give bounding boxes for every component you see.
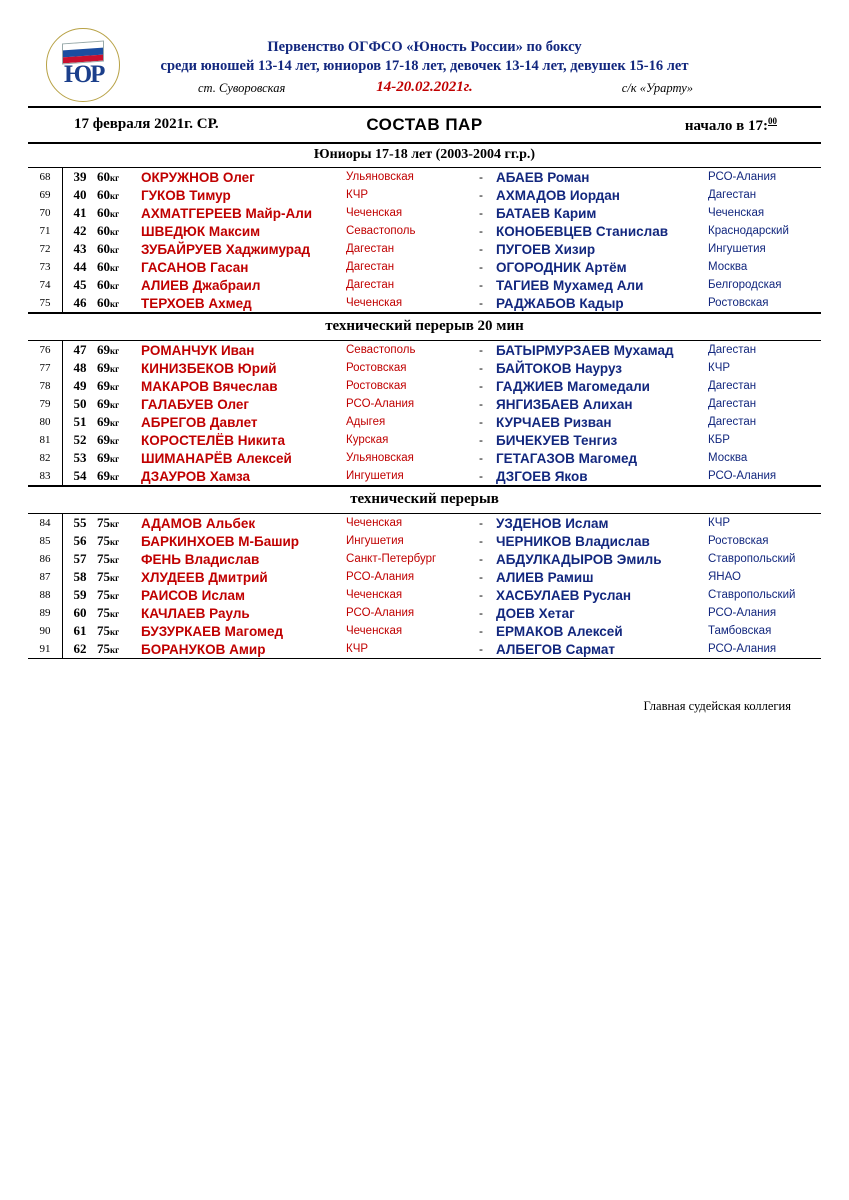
weight-class: [97, 377, 141, 395]
blue-corner-region: Дагестан: [708, 398, 757, 410]
weight-class: [97, 359, 141, 377]
bout-number: 55: [73, 515, 87, 530]
event-title-line1: Первенство ОГФСО «Юность России» по боксу: [267, 39, 582, 55]
bout-number: 62: [73, 641, 87, 656]
category-header: Юниоры 17-18 лет (2003-2004 гг.р.): [28, 144, 821, 168]
row-index: 69: [28, 186, 63, 204]
blue-corner-region: Ставропольский: [708, 553, 796, 565]
red-corner-name: МАКАРОВ Вячеслав: [141, 378, 278, 394]
red-corner-region: Ростовская: [346, 380, 407, 392]
red-corner-name: ХЛУДЕЕВ Дмитрий: [141, 569, 268, 585]
table-row: [28, 222, 821, 240]
blue-corner-region: КБР: [708, 434, 730, 446]
row-index: 72: [28, 240, 63, 258]
start-label: начало в 17:: [684, 118, 768, 134]
blue-corner-region: Дагестан: [708, 344, 757, 356]
red-corner-region: Чеченская: [346, 625, 403, 637]
blue-corner-region: РСО-Алания: [708, 643, 777, 655]
versus-dash: -: [479, 397, 483, 411]
weight-class: [97, 204, 141, 222]
weight-class: [97, 341, 141, 359]
session-band: [28, 106, 821, 144]
versus-dash: -: [479, 343, 483, 357]
weight-value: 69: [97, 414, 110, 429]
bout-table: [28, 341, 821, 485]
red-corner-name: АХМАТГЕРЕЕВ Майр-Али: [141, 205, 313, 221]
versus-dash: -: [479, 516, 483, 530]
weight-class: [97, 467, 141, 485]
table-row: [28, 431, 821, 449]
red-corner-name: ЗУБАЙРУЕВ Хаджимурад: [141, 241, 311, 257]
weight-class: [97, 413, 141, 431]
blue-corner-region: РСО-Алания: [708, 607, 777, 619]
weight-unit: кг: [110, 591, 120, 601]
red-corner-name: АБРЕГОВ Давлет: [141, 414, 258, 430]
red-corner-region: Ростовская: [346, 362, 407, 374]
bout-number: 56: [73, 533, 87, 548]
blue-corner-region: Ставропольский: [708, 589, 796, 601]
weight-unit: кг: [110, 418, 120, 428]
weight-value: 75: [97, 551, 110, 566]
table-row: [28, 550, 821, 568]
table-row: [28, 514, 821, 532]
red-corner-region: КЧР: [346, 189, 369, 201]
red-corner-name: БУЗУРКАЕВ Магомед: [141, 623, 284, 639]
row-index: 70: [28, 204, 63, 222]
event-meta-row: [28, 79, 821, 99]
table-row: [28, 449, 821, 467]
weight-value: 75: [97, 641, 110, 656]
versus-dash: -: [479, 361, 483, 375]
blue-corner-region: Москва: [708, 452, 748, 464]
red-corner-region: РСО-Алания: [346, 571, 415, 583]
weight-value: 60: [97, 205, 110, 220]
red-corner-name: ГУКОВ Тимур: [141, 187, 231, 203]
weight-unit: кг: [110, 627, 120, 637]
weight-value: 75: [97, 587, 110, 602]
red-corner-name: ГАСАНОВ Гасан: [141, 259, 249, 275]
bout-number: 47: [73, 342, 87, 357]
blue-corner-region: КЧР: [708, 362, 731, 374]
weight-value: 60: [97, 169, 110, 184]
blue-corner-name: ЯНГИЗБАЕВ Алихан: [496, 396, 633, 412]
versus-dash: -: [479, 469, 483, 483]
red-corner-name: ШИМАНАРЁВ Алексей: [141, 450, 292, 466]
bout-number: 41: [73, 205, 87, 220]
weight-class: [97, 222, 141, 240]
weight-unit: кг: [110, 173, 120, 183]
red-corner-name: ГАЛАБУЕВ Олег: [141, 396, 250, 412]
red-corner-region: Ингушетия: [346, 535, 404, 547]
event-title-line2: среди юношей 13-14 лет, юниоров 17-18 лет, девочек 13-14 лет, девушек 15-16 лет: [160, 58, 689, 74]
red-corner-name: РАИСОВ Ислам: [141, 587, 245, 603]
red-corner-name: ТЕРХОЕВ Ахмед: [141, 295, 252, 311]
weight-unit: кг: [110, 436, 120, 446]
bout-number: 52: [73, 432, 87, 447]
red-corner-region: Чеченская: [346, 517, 403, 529]
blue-corner-region: Краснодарский: [708, 225, 789, 237]
blue-corner-name: РАДЖАБОВ Кадыр: [496, 295, 624, 311]
blue-corner-name: ЕРМАКОВ Алексей: [496, 623, 623, 639]
table-row: [28, 622, 821, 640]
weight-class: [97, 276, 141, 294]
bout-number: 46: [73, 295, 87, 310]
weight-class: [97, 604, 141, 622]
weight-unit: кг: [110, 382, 120, 392]
row-index: 75: [28, 294, 63, 312]
versus-dash: -: [479, 433, 483, 447]
row-index: 82: [28, 449, 63, 467]
weight-class: [97, 532, 141, 550]
bout-table-wrapper: [28, 341, 821, 486]
weight-class: [97, 258, 141, 276]
blue-corner-name: КУРЧАЕВ Ризван: [496, 414, 612, 430]
blue-corner-name: ГАДЖИЕВ Магомедали: [496, 378, 650, 394]
bout-number: 61: [73, 623, 87, 638]
weight-class: [97, 514, 141, 532]
row-index: 88: [28, 586, 63, 604]
versus-dash: -: [479, 379, 483, 393]
start-minutes: 00: [768, 116, 777, 126]
versus-dash: -: [479, 624, 483, 638]
weight-class: [97, 586, 141, 604]
bout-number: 58: [73, 569, 87, 584]
blue-corner-region: Тамбовская: [708, 625, 772, 637]
event-dates: 14-20.02.2021г.: [376, 79, 473, 95]
blue-corner-name: АБДУЛКАДЫРОВ Эмиль: [496, 551, 662, 567]
table-row: [28, 168, 821, 186]
weight-value: 69: [97, 342, 110, 357]
weight-unit: кг: [110, 645, 120, 655]
red-corner-region: РСО-Алания: [346, 398, 415, 410]
red-corner-name: ОКРУЖНОВ Олег: [141, 169, 255, 185]
blue-corner-region: Ростовская: [708, 297, 769, 309]
weight-value: 75: [97, 623, 110, 638]
table-row: [28, 359, 821, 377]
weight-unit: кг: [110, 346, 120, 356]
red-corner-region: Чеченская: [346, 297, 403, 309]
table-row: [28, 204, 821, 222]
blue-corner-region: Чеченская: [708, 207, 765, 219]
versus-dash: -: [479, 188, 483, 202]
document-header: [28, 24, 821, 106]
row-index: 90: [28, 622, 63, 640]
technical-break-row: технический перерыв: [28, 486, 821, 514]
session-date: 17 февраля 2021г. СР.: [74, 116, 219, 132]
table-row: [28, 276, 821, 294]
bout-number: 43: [73, 241, 87, 256]
versus-dash: -: [479, 260, 483, 274]
row-index: 76: [28, 341, 63, 359]
weight-value: 75: [97, 569, 110, 584]
blue-corner-name: ПУГОЕВ Хизир: [496, 241, 596, 257]
bout-number: 50: [73, 396, 87, 411]
technical-break-row: технический перерыв 20 мин: [28, 313, 821, 341]
blue-corner-name: АБАЕВ Роман: [496, 169, 590, 185]
bout-number: 51: [73, 414, 87, 429]
table-row: [28, 640, 821, 658]
weight-unit: кг: [110, 537, 120, 547]
weight-value: 60: [97, 277, 110, 292]
bout-number: 40: [73, 187, 87, 202]
weight-value: 69: [97, 450, 110, 465]
row-index: 84: [28, 514, 63, 532]
emblem-monogram: ЮР: [64, 61, 104, 88]
bout-number: 49: [73, 378, 87, 393]
row-index: 68: [28, 168, 63, 186]
versus-dash: -: [479, 278, 483, 292]
table-row: [28, 395, 821, 413]
weight-value: 75: [97, 533, 110, 548]
row-index: 73: [28, 258, 63, 276]
versus-dash: -: [479, 242, 483, 256]
blue-corner-region: РСО-Алания: [708, 171, 777, 183]
weight-unit: кг: [110, 299, 120, 309]
sheet: [28, 24, 821, 714]
weight-value: 69: [97, 432, 110, 447]
versus-dash: -: [479, 296, 483, 310]
title-block: [28, 24, 821, 99]
blue-corner-name: АХМАДОВ Иордан: [496, 187, 620, 203]
red-corner-name: ФЕНЬ Владислав: [141, 551, 260, 567]
red-corner-region: Курская: [346, 434, 389, 446]
weight-class: [97, 431, 141, 449]
versus-dash: -: [479, 588, 483, 602]
red-corner-region: РСО-Алания: [346, 607, 415, 619]
event-place-left: ст. Суворовская: [198, 81, 286, 95]
blue-corner-region: КЧР: [708, 517, 731, 529]
versus-dash: -: [479, 570, 483, 584]
weight-unit: кг: [110, 364, 120, 374]
weight-unit: кг: [110, 400, 120, 410]
bout-number: 53: [73, 450, 87, 465]
row-index: 78: [28, 377, 63, 395]
blue-corner-name: КОНОБЕВЦЕВ Станислав: [496, 223, 669, 239]
row-index: 89: [28, 604, 63, 622]
blue-corner-name: УЗДЕНОВ Ислам: [496, 515, 609, 531]
blue-corner-name: ЧЕРНИКОВ Владислав: [496, 533, 650, 549]
row-index: 80: [28, 413, 63, 431]
red-corner-name: ШВЕДЮК Максим: [141, 223, 261, 239]
versus-dash: -: [479, 552, 483, 566]
row-index: 85: [28, 532, 63, 550]
red-corner-name: БОРАНУКОВ Амир: [141, 641, 266, 657]
bout-number: 57: [73, 551, 87, 566]
versus-dash: -: [479, 206, 483, 220]
red-corner-region: Дагестан: [346, 279, 395, 291]
blue-corner-region: ЯНАО: [708, 571, 741, 583]
blue-corner-name: БАТАЕВ Карим: [496, 205, 597, 221]
versus-dash: -: [479, 415, 483, 429]
blue-corner-name: АЛБЕГОВ Сармат: [496, 641, 615, 657]
table-row: [28, 586, 821, 604]
versus-dash: -: [479, 534, 483, 548]
red-corner-name: АДАМОВ Альбек: [141, 515, 256, 531]
weight-class: [97, 294, 141, 312]
weight-value: 69: [97, 468, 110, 483]
red-corner-name: БАРКИНХОЕВ М-Башир: [141, 533, 300, 549]
table-row: [28, 413, 821, 431]
weight-value: 60: [97, 187, 110, 202]
weight-unit: кг: [110, 191, 120, 201]
blue-corner-region: Москва: [708, 261, 748, 273]
row-index: 87: [28, 568, 63, 586]
row-index: 74: [28, 276, 63, 294]
table-row: [28, 186, 821, 204]
session-start-time: [685, 116, 777, 135]
weight-unit: кг: [110, 519, 120, 529]
red-corner-region: Севастополь: [346, 344, 416, 356]
row-index: 83: [28, 467, 63, 485]
red-corner-region: Севастополь: [346, 225, 416, 237]
weight-class: [97, 240, 141, 258]
weight-class: [97, 186, 141, 204]
weight-unit: кг: [110, 609, 120, 619]
red-corner-name: ДЗАУРОВ Хамза: [141, 468, 251, 484]
versus-dash: -: [479, 606, 483, 620]
bout-number: 39: [73, 169, 87, 184]
row-index: 79: [28, 395, 63, 413]
weight-value: 60: [97, 223, 110, 238]
bout-table-wrapper: [28, 168, 821, 313]
table-row: [28, 341, 821, 359]
weight-unit: кг: [110, 555, 120, 565]
bout-number: 48: [73, 360, 87, 375]
blue-corner-region: Ингушетия: [708, 243, 766, 255]
red-corner-region: КЧР: [346, 643, 369, 655]
weight-unit: кг: [110, 472, 120, 482]
table-row: [28, 604, 821, 622]
weight-unit: кг: [110, 245, 120, 255]
page-title: СОСТАВ ПАР: [366, 115, 483, 134]
bout-number: 45: [73, 277, 87, 292]
weight-value: 60: [97, 241, 110, 256]
red-corner-name: КИНИЗБЕКОВ Юрий: [141, 360, 277, 376]
red-corner-name: РОМАНЧУК Иван: [141, 342, 255, 358]
red-corner-region: Адыгея: [346, 416, 386, 428]
blue-corner-region: Ростовская: [708, 535, 769, 547]
red-corner-region: Ульяновская: [346, 171, 414, 183]
blue-corner-name: ГЕТАГАЗОВ Магомед: [496, 450, 638, 466]
bout-table: [28, 168, 821, 312]
red-corner-name: КОРОСТЕЛЁВ Никита: [141, 432, 285, 448]
table-row: [28, 568, 821, 586]
weight-class: [97, 568, 141, 586]
footer-signature: Главная судейская коллегия: [643, 699, 791, 713]
blue-corner-name: БАТЫРМУРЗАЕВ Мухамад: [496, 342, 674, 358]
bout-number: 42: [73, 223, 87, 238]
blue-corner-region: Дагестан: [708, 416, 757, 428]
weight-class: [97, 168, 141, 186]
weight-class: [97, 550, 141, 568]
blue-corner-name: ТАГИЕВ Мухамед Али: [496, 277, 644, 293]
weight-unit: кг: [110, 573, 120, 583]
blue-corner-region: Дагестан: [708, 189, 757, 201]
table-row: [28, 258, 821, 276]
blue-corner-region: Белгородская: [708, 279, 782, 291]
weight-class: [97, 395, 141, 413]
row-index: 81: [28, 431, 63, 449]
weight-class: [97, 640, 141, 658]
versus-dash: -: [479, 451, 483, 465]
table-row: [28, 532, 821, 550]
bout-table: [28, 514, 821, 658]
red-corner-region: Дагестан: [346, 243, 395, 255]
red-corner-region: Дагестан: [346, 261, 395, 273]
versus-dash: -: [479, 642, 483, 656]
event-venue: с/к «Урарту»: [621, 81, 693, 95]
versus-dash: -: [479, 224, 483, 238]
table-row: [28, 294, 821, 312]
weight-value: 69: [97, 378, 110, 393]
red-corner-region: Чеченская: [346, 207, 403, 219]
red-corner-region: Санкт-Петербург: [346, 553, 437, 565]
blue-corner-region: Дагестан: [708, 380, 757, 392]
red-corner-region: Чеченская: [346, 589, 403, 601]
table-row: [28, 240, 821, 258]
row-index: 77: [28, 359, 63, 377]
bout-number: 60: [73, 605, 87, 620]
weight-unit: кг: [110, 227, 120, 237]
blue-corner-name: ДОЕВ Хетаг: [496, 605, 575, 621]
row-index: 86: [28, 550, 63, 568]
weight-value: 60: [97, 295, 110, 310]
red-corner-region: Ингушетия: [346, 470, 404, 482]
blue-corner-name: ОГОРОДНИК Артём: [496, 259, 627, 275]
weight-value: 69: [97, 396, 110, 411]
bout-number: 54: [73, 468, 87, 483]
bout-number: 44: [73, 259, 87, 274]
blue-corner-name: ДЗГОЕВ Яков: [496, 468, 588, 484]
blue-corner-region: РСО-Алания: [708, 470, 777, 482]
versus-dash: -: [479, 170, 483, 184]
table-row: [28, 467, 821, 485]
bout-groups: [28, 168, 821, 659]
weight-unit: кг: [110, 209, 120, 219]
red-corner-region: Ульяновская: [346, 452, 414, 464]
weight-unit: кг: [110, 454, 120, 464]
red-corner-name: АЛИЕВ Джабраил: [141, 277, 261, 293]
weight-value: 75: [97, 515, 110, 530]
blue-corner-name: АЛИЕВ Рамиш: [496, 569, 594, 585]
bout-number: 59: [73, 587, 87, 602]
bout-table-wrapper: [28, 514, 821, 659]
blue-corner-name: БАЙТОКОВ Науруз: [496, 360, 622, 376]
weight-value: 69: [97, 360, 110, 375]
row-index: 91: [28, 640, 63, 658]
weight-value: 60: [97, 259, 110, 274]
table-row: [28, 377, 821, 395]
weight-unit: кг: [110, 281, 120, 291]
blue-corner-name: ХАСБУЛАЕВ Руслан: [496, 587, 632, 603]
weight-class: [97, 622, 141, 640]
weight-class: [97, 449, 141, 467]
weight-unit: кг: [110, 263, 120, 273]
blue-corner-name: БИЧЕКУЕВ Тенгиз: [496, 432, 618, 448]
row-index: 71: [28, 222, 63, 240]
weight-value: 75: [97, 605, 110, 620]
red-corner-name: КАЧЛАЕВ Рауль: [141, 605, 250, 621]
